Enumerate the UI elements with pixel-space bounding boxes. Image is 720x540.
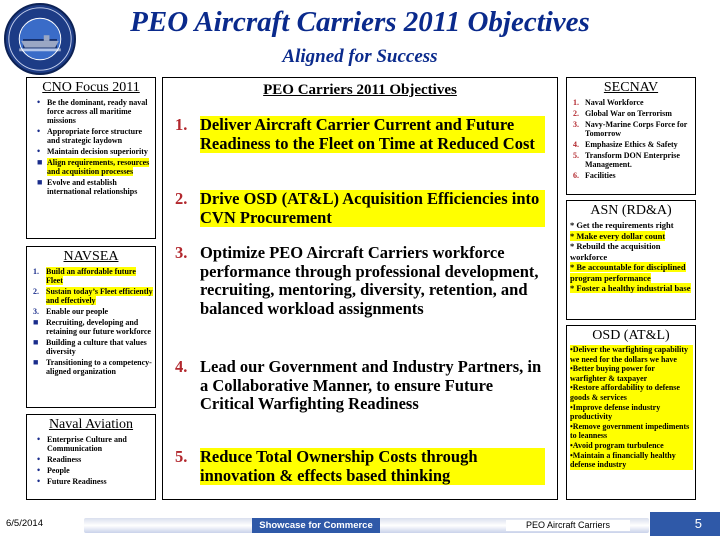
objective-number: 5. — [175, 447, 188, 466]
objective-item — [175, 190, 545, 227]
secnav-title: SECNAV — [603, 80, 659, 95]
number-label: 1. — [33, 267, 39, 276]
bullet-icon: • — [37, 146, 41, 156]
list-item: 4. Emphasize Ethics & Safety — [573, 140, 678, 149]
cno-focus-box — [26, 77, 156, 239]
osd-atl-list — [567, 344, 695, 470]
objective-text: Reduce Total Ownership Costs through innovation & effects based thinking — [200, 448, 545, 485]
naval-aviation-box — [26, 414, 156, 500]
footer-date: 6/5/2014 — [6, 518, 43, 529]
list-item: * Rebuild the acquisition workforce — [570, 241, 661, 262]
objective-number: 3. — [175, 243, 188, 262]
list-item: • Appropriate force structure and strategic laydown — [37, 126, 143, 145]
slide-footer — [0, 512, 720, 536]
list-item: ■ Evolve and establish international relationships — [37, 177, 138, 196]
main-objectives-title: PEO Carriers 2011 Objectives — [263, 82, 457, 98]
objective-text: Drive OSD (AT&L) Acquisition Efficiencies into CVN Procurement — [200, 190, 545, 227]
page-title: PEO Aircraft Carriers 2011 Objectives — [130, 6, 590, 38]
objective-text: Lead our Government and Industry Partners, in a Collaborative Manner, to ensure Future Critical Warfighting Readiness — [200, 357, 542, 413]
peo-carriers-seal-icon — [4, 3, 76, 75]
list-item: • People — [37, 465, 70, 475]
list-item: ■ Building a culture that values diversity — [33, 337, 147, 356]
number-label: 1. — [573, 98, 579, 107]
list-item: •Restore affordability to defense goods & services — [570, 383, 693, 402]
bullet-icon: ■ — [33, 337, 39, 347]
list-item: 2. Global War on Terrorism — [573, 109, 672, 118]
bullet-icon: ■ — [37, 177, 43, 187]
list-item: * Be accountable for disciplined program performance — [570, 262, 686, 283]
page-number: 5 — [650, 512, 720, 536]
list-item: • Enterprise Culture and Communication — [37, 434, 127, 453]
asn-rda-list — [567, 219, 695, 294]
list-item: • Future Readiness — [37, 476, 107, 486]
bullet-icon: • — [37, 126, 41, 136]
list-item: 3. Navy-Marine Corps Force for Tomorrow — [573, 120, 688, 138]
bullet-icon: • — [37, 465, 41, 475]
bullet-icon: ■ — [37, 157, 43, 167]
navsea-box — [26, 246, 156, 408]
bullet-icon: • — [37, 454, 41, 464]
objective-text: Optimize PEO Aircraft Carriers workforce performance through professional development, recruiting, mentoring, diversity, retention, and balanced workload assignments — [200, 243, 539, 318]
list-item: 6. Facilities — [573, 171, 616, 180]
list-item: 1. Build an affordable future Fleet — [33, 267, 136, 285]
asn-rda-box — [566, 200, 696, 320]
list-item: ■ Recruiting, developing and retaining our future workforce — [33, 317, 151, 336]
list-item: * Get the requirements right — [570, 220, 674, 230]
objective-number: 2. — [175, 189, 188, 208]
secnav-box — [566, 77, 696, 195]
cno-focus-list — [27, 96, 155, 196]
seal-graphic — [6, 5, 74, 73]
objective-text: Deliver Aircraft Carrier Current and Future Readiness to the Fleet on Time at Reduced Cost — [200, 116, 545, 153]
navsea-list — [27, 265, 155, 376]
bullet-icon: • — [37, 97, 41, 107]
list-item: •Maintain a financially healthy defense industry — [570, 451, 693, 470]
navsea-title: NAVSEA — [63, 249, 119, 264]
bullet-icon: • — [37, 476, 41, 486]
list-item: 2. Sustain today’s Fleet efficiently and effectively — [33, 287, 153, 305]
list-item: ■ Align requirements, resources and acquisition processes — [37, 157, 150, 176]
objective-number: 4. — [175, 357, 188, 376]
secnav-list — [567, 96, 695, 180]
list-item: •Improve defense industry productivity — [570, 403, 693, 422]
number-label: 6. — [573, 171, 579, 180]
list-item: • Maintain decision superiority — [37, 146, 148, 156]
bullet-icon: ■ — [33, 357, 39, 367]
list-item: 1. Naval Workforce — [573, 98, 644, 107]
list-item: •Better buying power for warfighter & taxpayer — [570, 364, 693, 383]
osd-atl-title: OSD (AT&L) — [592, 328, 670, 343]
objective-item — [175, 358, 545, 414]
number-label: 4. — [573, 140, 579, 149]
main-objectives-box — [162, 77, 558, 500]
footer-showcase-label: Showcase for Commerce — [252, 518, 380, 533]
list-item: •Deliver the warfighting capability we need for the dollars we have — [570, 345, 693, 364]
objective-item — [175, 116, 545, 153]
list-item: •Remove government impediments to leanness — [570, 422, 693, 441]
bullet-icon: ■ — [33, 317, 39, 327]
list-item: 5. Transform DON Enterprise Management. — [573, 151, 680, 169]
list-item: * Make every dollar count — [570, 230, 666, 241]
objective-number: 1. — [175, 115, 188, 134]
list-item: * Foster a healthy industrial base — [570, 283, 691, 293]
number-label: 5. — [573, 151, 579, 160]
number-label: 3. — [573, 120, 579, 129]
number-label: 2. — [573, 109, 579, 118]
list-item: 3. Enable our people — [33, 307, 109, 316]
list-item: • Readiness — [37, 454, 82, 464]
naval-aviation-list — [27, 433, 155, 486]
list-item: •Avoid program turbulence — [570, 441, 693, 451]
objective-item — [175, 244, 545, 318]
objective-item — [175, 448, 545, 485]
list-item: ■ Transitioning to a competency-aligned organization — [33, 357, 152, 376]
cno-focus-title: CNO Focus 2011 — [42, 80, 140, 95]
footer-org-label: PEO Aircraft Carriers — [506, 520, 630, 531]
naval-aviation-title: Naval Aviation — [48, 417, 134, 432]
page-subtitle: Aligned for Success — [282, 46, 438, 67]
number-label: 3. — [33, 307, 39, 316]
osd-atl-box — [566, 325, 696, 500]
bullet-icon: • — [37, 434, 41, 444]
list-item: • Be the dominant, ready naval force across all maritime missions — [37, 97, 148, 125]
number-label: 2. — [33, 287, 39, 296]
asn-rda-title: ASN (RD&A) — [590, 203, 672, 218]
